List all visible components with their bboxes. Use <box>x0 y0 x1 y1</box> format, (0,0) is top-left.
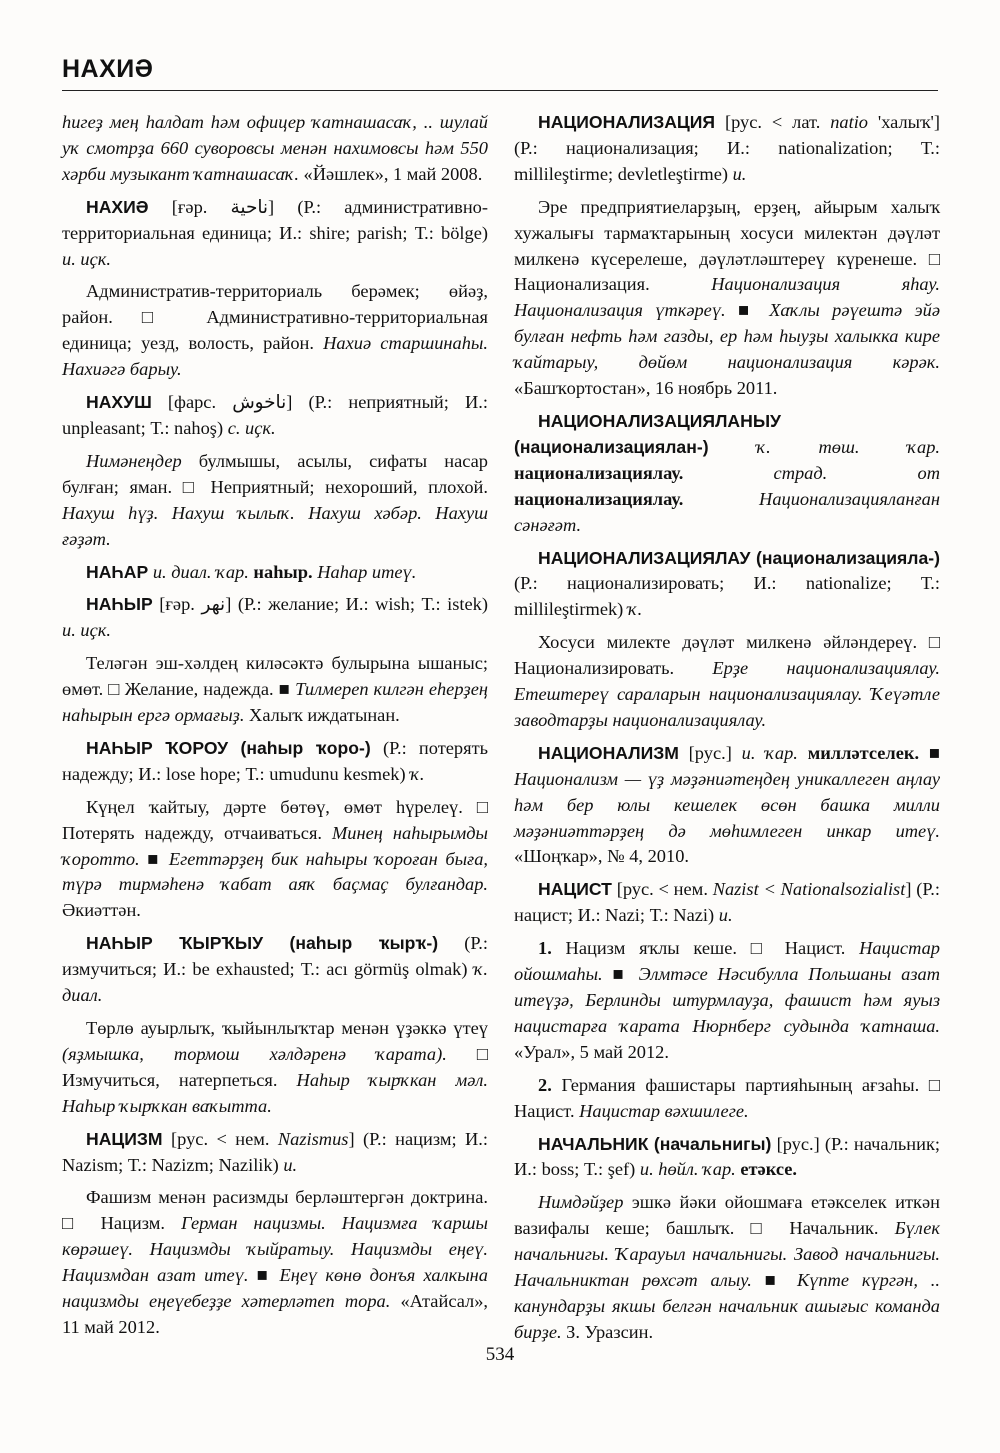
italic-text: и. <box>283 1154 298 1175</box>
text-run: «Йәшлек», 1 май 2008. <box>298 163 483 184</box>
italic-text: Наһыр ҡырҡкан мәл. Наһыр ҡырҡкан ваҡытта. <box>62 1069 489 1116</box>
dictionary-paragraph <box>514 1132 940 1184</box>
text-run: [фарс. ناخوش] (Р.: неприятный; И.: unpleasant; Т.: nahoş) <box>62 392 488 438</box>
text-run: Күңел ҡайтыу, дәрте бөтөү, өмөт һүрелеү. □ Потерять надежду, отчаиваться. <box>62 796 488 843</box>
italic-text: с. иҫк. <box>227 417 276 438</box>
italic-text: и. <box>732 163 747 184</box>
text-run: ] (Р.: нацизм; И.: Nazism; Т.: Nazizm; Nazilik) <box>62 1128 488 1175</box>
italic-text: Еңеү көнө донъя халкына нацизмды еңеүебеҙҙе хәтерләтеп тора. <box>62 1265 489 1312</box>
headword: НАЦИСТ <box>538 879 612 900</box>
italic-text: Национализацияланған сәнәғәт. <box>514 488 940 535</box>
headword: НАХИӘ <box>86 196 149 217</box>
bold-text: етәксе. <box>740 1159 798 1180</box>
text-run: (Р.: потерять надежду; И.: lose hope; Т.: umudunu kesmek) <box>62 737 488 784</box>
italic-text: Бүлек начальнигы. Ҡарауыл начальнигы. Завод начальнигы. Начальниктан рөхсәт алыу. <box>514 1218 940 1291</box>
italic-text: Элмтәсе Нәсибулла Польшаны азат итеүҙә, Берлинды штурмлауҙа, фашист hәм яуыз нацистарға ҡарата Нюрнберг судында ҡатнаша. <box>514 964 940 1036</box>
italic-text: Герман нацизмы. Нацизмға ҡаршы көрәшеү. Нацизмды ҡыйратыу. Нацизмды еңеү. Нацизмдан азат итеү. <box>62 1213 488 1286</box>
text-run: эшкә йәки ойошмаға етәкселек иткән вазифалы кеше; башлыҡ. □ Начальник. <box>514 1192 940 1239</box>
italic-text: страд. от <box>683 462 940 483</box>
italic-text: и. иҫк. <box>62 248 111 269</box>
dictionary-paragraph <box>514 877 940 929</box>
italic-text: Nazist < Nationalsozialist <box>712 879 906 900</box>
italic-text: ҡ. диал. <box>62 959 488 1006</box>
headword: НАЦИОНАЛИЗАЦИЯЛАУ (национализацияла-) <box>538 547 940 568</box>
text-run: ■ <box>602 964 639 985</box>
dictionary-paragraph <box>62 1016 488 1120</box>
text-run: Төрлө ауырлыҡ, ҡыйынлыҡтар менән үҙәккә үтеү <box>86 1018 488 1038</box>
text-run: [ғәр. ناحية] (Р.: административно-территориальная единица; И.: shire; parish; Т.: bölge) <box>62 196 488 243</box>
italic-text: ҡ. <box>410 763 425 784</box>
dictionary-paragraph <box>62 390 488 442</box>
dictionary-paragraph <box>62 736 488 788</box>
page-number: 534 <box>485 1344 515 1365</box>
bold-text: 1. <box>538 938 552 959</box>
text-run: [рус.] <box>678 742 742 763</box>
italic-text: Егеттәрҙең бик наһыры ҡороған быға, түрә тирмәһенә ҡабат аяҡ баҫмаҫ булғандар. <box>62 848 488 895</box>
italic-text: и. <box>718 905 733 926</box>
dictionary-paragraph <box>514 741 940 871</box>
headword: НАҺЫР ҠОРОУ (наһыр ҡоро-) <box>86 737 371 758</box>
text-run: [рус. < нем. <box>611 879 713 900</box>
text-run: ■ <box>248 1265 280 1286</box>
dictionary-paragraph <box>62 1127 488 1179</box>
text-run: [ғәр. نهر] (Р.: желание; И.: wish; Т.: istek) <box>152 594 488 615</box>
dictionary-paragraph <box>62 1185 488 1340</box>
text-run: ] (Р.: нацист; И.: Nazi; Т.: Nazi) <box>514 879 940 926</box>
text-run: «Башҡортостан», 16 ноябрь 2011. <box>514 378 778 399</box>
text-run: Нацизм яҡлы кеше. □ Нацист. <box>551 938 860 959</box>
headword: НАҺЫР <box>86 594 153 615</box>
text-run: 'халыҡ'] (Р.: национализация; И.: nationalization; Т.: millileştirme; devletleştirme) <box>514 112 940 184</box>
headword: НАЦИОНАЛИЗАЦИЯ <box>538 112 716 132</box>
italic-text: Нацистар ойошмаhы. <box>514 938 940 985</box>
italic-text: Күпте күргән, .. канундарҙы якшы белгән начальник ашығыс команда бирҙе. <box>514 1270 940 1342</box>
headword: НАҺЫР ҠЫРҠЫУ (наһыр ҡырҡ-) <box>86 933 439 954</box>
dictionary-paragraph <box>62 449 488 553</box>
dictionary-paragraph <box>62 795 488 925</box>
italic-text: и. диал. ҡар. <box>148 561 254 582</box>
headword: НАҺАР <box>86 561 149 582</box>
italic-text: Нимәнеңдер <box>86 450 182 471</box>
italic-text: Национализм — үҙ мәҙәниәтеңдең уникаллеген аңлау hәм бер юлы кешелек өсөн башка милли мәҙәниәттәрҙең дә мөhимлеген инкар итеү. <box>514 768 940 841</box>
bold-text: 2. <box>538 1074 552 1095</box>
italic-text: Ерҙе национализациялау. Етештереү сараларын национализациялау. Ҡеүәтле заводтарҙы национализациялау. <box>514 658 940 730</box>
italic-text: (яҙмышка, тормош хәлдәренә ҡарата). <box>62 1043 447 1064</box>
headword: НАХУШ <box>86 392 152 413</box>
text-run: (Р.: национализировать; И.: nationalize; Т.: millileştirmek) <box>514 573 940 620</box>
dictionary-paragraph <box>514 409 940 539</box>
dictionary-paragraph <box>514 195 940 402</box>
italic-text: Хаҡлы рәүештә эйә булған нефть hәм газды, ер hәм hыуҙы халыкка кире ҡайтарыу, дөйөм национализация кәрәк. <box>514 300 940 373</box>
dictionary-paragraph <box>514 1190 940 1345</box>
text-run: Халыҡ иждатынан. <box>244 705 400 726</box>
italic-text: Национализация яһау. Национализация үткәреү. <box>514 274 940 321</box>
italic-text: Нацистар вәхшилеге. <box>579 1100 749 1121</box>
italic-text: Наһар итеү. <box>312 561 417 582</box>
text-run: ■ <box>139 848 169 869</box>
italic-text: и. ҡар. <box>741 742 808 763</box>
italic-text: hигеҙ мең hалдат hәм офицер ҡатнашасаҡ, .. шулай уҡ смотрҙа 660 суворовсы менән нахимовсы hәм 550 хәрби музыкант ҡатнашасаҡ. <box>62 112 488 184</box>
dictionary-paragraph <box>62 651 488 729</box>
bold-text: национализациялау. <box>514 488 684 509</box>
dictionary-paragraph <box>62 110 488 188</box>
text-run: Теләгән эш-хәлдең киләсәктә булырына ышаныс; өмөт. □ Желание, надежда. ■ <box>62 653 488 700</box>
headword: НАЧАЛЬНИК (начальнигы) <box>538 1133 772 1154</box>
text-run: Хосуси милекте дәүләт милкенә әйләндереү. □ Национализировать. <box>514 632 940 679</box>
text-run: Германия фашистары партияhының ағзаhы. □ Нацист. <box>514 1074 940 1121</box>
text-run: [рус.] (Р.: начальник; И.: boss; Т.: şef) <box>514 1133 940 1180</box>
italic-text: Минең наһырымды ҡоротто. <box>62 822 488 869</box>
header-rule <box>62 90 938 91</box>
text-run: ■ <box>725 300 770 321</box>
text-run: «Шоңҡар», № 4, 2010. <box>514 846 689 867</box>
italic-text: Nazismus <box>277 1128 349 1149</box>
bold-text: национализациялау. <box>514 462 684 483</box>
left-column <box>62 110 488 1348</box>
text-run: ■ <box>751 1270 797 1291</box>
italic-text: ҡ. <box>627 599 643 620</box>
text-run: Эре предприятиеларҙың, ерҙең, айырым халыҡ хужалығы тармаҡтарының хосуси милектән дәүләт милкенә күсерелеше, дәүләтләштереү күренеше. □ Национализация. <box>514 196 940 295</box>
dictionary-paragraph <box>62 931 488 1009</box>
text-run: булмышы, асылы, сифаты насар булған; яман. □ Неприятный; нехороший, плохой. <box>62 450 488 497</box>
italic-text: Нахуш hүҙ. Нахуш ҡылыҡ. Нахуш хәбәр. Нахуш ғәҙәт. <box>62 502 488 549</box>
text-run: [рус. < лат. <box>715 112 831 132</box>
dictionary-paragraph <box>514 110 940 188</box>
text-run: «Урал», 5 май 2012. <box>514 1041 669 1062</box>
dictionary-paragraph <box>514 1073 940 1125</box>
italic-text: и. hөйл. ҡар. <box>639 1159 741 1180</box>
italic-text: Нахиә старшинаhы. Нахиәгә барыу. <box>62 333 488 380</box>
dictionary-paragraph <box>62 195 488 273</box>
italic-text: Тилмереп килгән еһерҙең наһырын ергә ормағыҙ. <box>62 679 488 726</box>
running-head: НАХИӘ <box>62 55 154 83</box>
text-run: «Атайсал», 11 май 2012. <box>62 1291 488 1337</box>
text-run: (Р.: измучиться; И.: be exhausted; Т.: acı görmüş olmak) <box>62 933 488 980</box>
headword: НАЦИОНАЛИЗАЦИЯЛАНЫУ (национализациялан-) <box>514 410 782 457</box>
text-run: Административ-территориаль берәмек; өйәҙ, район. □ Административно-территориальная единица; уезд, волость, район. <box>62 281 488 354</box>
dictionary-paragraph <box>514 546 940 624</box>
bold-text: наһыр. <box>253 561 313 582</box>
text-run: З. Уразсин. <box>561 1321 654 1342</box>
dictionary-paragraph <box>62 560 488 586</box>
bold-text: милләтселек. <box>807 742 920 763</box>
text-run: [рус. < нем. <box>162 1128 278 1149</box>
headword: НАЦИОНАЛИЗМ <box>538 742 679 763</box>
text-run: Фашизм менән расизмды берләштергән доктрина. □ Нацизм. <box>62 1187 488 1234</box>
italic-text: ҡ. төш. ҡар. <box>708 436 940 457</box>
text-run: Әкиәттән. <box>62 900 141 921</box>
italic-text: natio <box>830 112 868 132</box>
text-run: □ Измучиться, натерпеться. <box>62 1043 488 1090</box>
dictionary-paragraph <box>514 630 940 734</box>
italic-text: Нимдәйҙер <box>538 1192 624 1213</box>
italic-text: и. иҫк. <box>62 620 111 641</box>
dictionary-paragraph <box>62 279 488 383</box>
dictionary-paragraph <box>62 592 488 644</box>
dictionary-paragraph <box>514 936 940 1066</box>
text-run: ■ <box>919 742 940 763</box>
right-column <box>514 110 940 1353</box>
headword: НАЦИЗМ <box>86 1128 163 1149</box>
